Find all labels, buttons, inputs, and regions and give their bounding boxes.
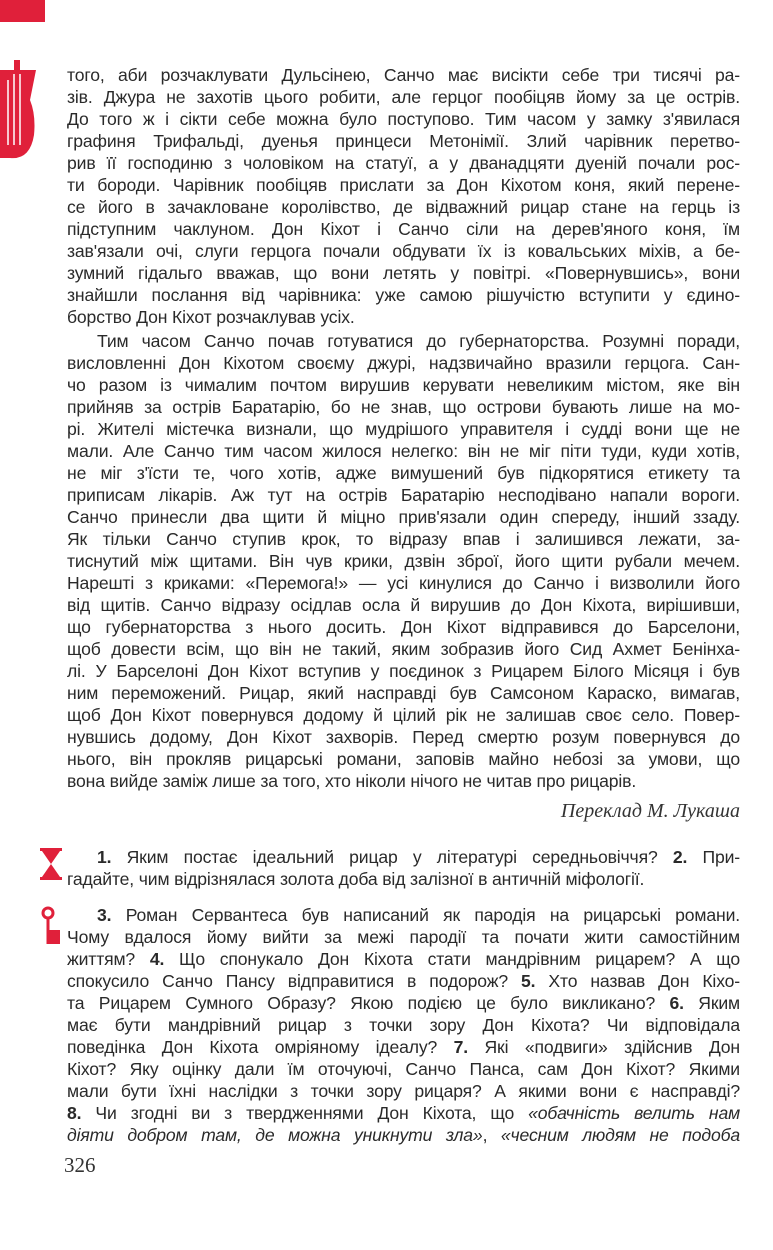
question-line — [67, 992, 740, 1014]
text-line: рив її господиню з чоловіком на статуї, а у дванадцяти дуеній почали рос- — [67, 153, 740, 173]
text-line: зав'язали очі, слуги герцога почали обдувати їх із ковальських міхів, а бе- — [67, 241, 740, 261]
question-line — [67, 1102, 740, 1124]
question-line — [67, 970, 740, 992]
question-text: та Рицарем Сумного Образу? Якою подією це було викликано? — [67, 993, 670, 1013]
text-line: висловленні Дон Кіхотом своєму джурі, надзвичайно вразили герцога. Сан- — [67, 353, 740, 373]
hourglass-icon — [40, 848, 62, 880]
question-text: життям? — [67, 949, 150, 969]
question-text: , — [482, 1125, 501, 1145]
translation-attribution: Переклад М. Лукаша — [560, 800, 740, 822]
question-number: 1. — [97, 847, 112, 867]
question-number: 3. — [97, 905, 112, 925]
question-text: Кіхот? Яку оцінку дали їм оточуючі, Санчо Панса, сам Дон Кіхот? Якими — [67, 1059, 740, 1079]
text-line: щоб довести всім, що він не такий, яким зобразив його Сид Ахмет Бенінха- — [67, 639, 740, 659]
question-text: мали бути їхні наслідки з точки зору рицаря? А якими вони є насправді? — [67, 1081, 740, 1101]
question-line — [67, 1058, 740, 1080]
question-text: Чи згодні ви з твердженнями Дон Кіхота, що — [81, 1103, 529, 1123]
question-line — [67, 1014, 740, 1036]
text-line: ти бороди. Чарівник пообіцяв прислати за Дон Кіхотом коня, який перене- — [67, 175, 740, 195]
text-line: що губернаторства з нього досить. Дон Кіхот відправився до Барселони, — [67, 617, 740, 637]
text-line: зумний гідальго вважав, що вони летять у повітрі. «Повернувшись», вони — [67, 263, 740, 283]
text-line: борство Дон Кіхот розчаклував усіх. — [67, 307, 355, 327]
question-line — [67, 926, 740, 948]
text-line: Тим часом Санчо почав готуватися до губернаторства. Розумні поради, — [97, 331, 740, 351]
question-text: діяти добром там, де можна уникнути зла» — [67, 1125, 483, 1145]
text-line: ним переможений. Рицар, який насправді був Самсоном Караско, вимагав, — [67, 683, 740, 703]
question-text: Роман Сервантеса був написаний як пародія на рицарські романи. — [111, 905, 740, 925]
text-line: Як тільки Санчо ступив крок, то відразу впав і залишився лежати, за- — [67, 529, 740, 549]
text-line: знайшли послання від чарівника: уже самою рішучістю вступити у єдино- — [67, 285, 740, 305]
text-line: рі. Жителі містечка визнали, що мудрішого управителя і судді вони ще не — [67, 419, 740, 439]
question-line — [67, 1124, 740, 1146]
text-line: мали. Але Санчо тим часом жилося нелегко: він не міг піти туди, куди хотів, — [67, 441, 740, 461]
text-line: Нарешті з криками: «Перемога!» — усі кинулися до Санчо і визволили його — [67, 573, 740, 593]
story-paragraph-2 — [67, 330, 740, 792]
text-line: се його в зачакловане королівство, де відважний рицар стане на герць із — [67, 197, 740, 217]
question-line — [67, 846, 740, 868]
analysis-questions — [67, 904, 740, 1146]
text-line: нувшись додому, Дон Кіхот захворів. Перед смертю розум повернувся до — [67, 727, 740, 747]
text-line: тиснутий між щитами. Він чув крики, дзвін зброї, його щити рубали мечем. — [67, 551, 740, 571]
question-line — [67, 1080, 740, 1102]
question-text: спокусило Санчо Пансу відправитися в подорож? — [67, 971, 521, 991]
question-text: Яким постає ідеальний рицар у літературі середньовіччя? — [111, 847, 673, 867]
text-line: прийняв за острів Баратарію, бо не знав, що острови бувають лише на мо- — [67, 397, 740, 417]
question-text: «чесним людям не подоба — [500, 1125, 740, 1145]
text-line: того, аби розчаклувати Дульсінею, Санчо має висікти себе три тисячі ра- — [67, 65, 740, 85]
question-line — [67, 868, 740, 890]
question-line — [67, 948, 740, 970]
question-text: Чому вдалося йому вийти за межі пародії та почати жити самостійним — [67, 927, 740, 947]
text-line: від щитів. Санчо відразу осідлав осла й вирушив до Дон Кіхота, вирішивши, — [67, 595, 740, 615]
question-text: має бути мандрівний рицар з точки зору Дон Кіхота? Чи відповідала — [67, 1015, 740, 1035]
text-line: не міг з'їсти те, чого хотів, адже вимушений був підкорятися етикету та — [67, 463, 740, 483]
text-line: підступним чаклуном. Дон Кіхот і Санчо сіли на дерев'яного коня, їм — [67, 219, 740, 239]
text-line: приписам лікарів. Аж тут на острів Баратарію несподівано напали вороги. — [67, 485, 740, 505]
lyre-icon — [0, 60, 36, 160]
question-text: Яким — [683, 993, 740, 1013]
text-line: Санчо принесли два щити й міцно прив'язали один спереду, інший ззаду. — [67, 507, 740, 527]
question-text: гадайте, чим відрізнялася золота доба від залізної в античній міфології. — [67, 869, 645, 889]
text-line: вона вийде заміж лише за того, хто ніколи нічого не читав про рицарів. — [67, 771, 637, 791]
question-text: «обачність велить нам — [528, 1103, 740, 1123]
question-text: Хто назвав Дон Кіхо- — [535, 971, 740, 991]
text-line: зів. Джура не захотів цього робити, але герцог пообіцяв йому за це острів. — [67, 87, 740, 107]
key-icon — [40, 906, 62, 946]
text-line: До того ж і сікти себе можна було поступово. Тим часом у замку з'явилася — [67, 109, 740, 129]
review-questions — [67, 846, 740, 890]
question-number: 6. — [669, 993, 684, 1013]
text-line: щоб Дон Кіхот повернувся додому й цілий рік не залишав своє село. Повер- — [67, 705, 740, 725]
question-text: поведінка Дон Кіхота омріяному ідеалу? — [67, 1037, 454, 1057]
question-text: При- — [687, 847, 740, 867]
question-number: 8. — [67, 1103, 82, 1123]
text-line: чо разом із чималим почтом вирушив керувати невеликим містом, яке він — [67, 375, 740, 395]
question-text: Які «подвиги» здійснив Дон — [468, 1037, 740, 1057]
page-number: 326 — [64, 1153, 96, 1177]
question-number: 5. — [521, 971, 536, 991]
text-line: графиня Трифальді, дуенья принцеси Метонімії. Злий чарівник перетво- — [67, 131, 740, 151]
question-number: 4. — [149, 949, 165, 969]
text-line: лі. У Барселоні Дон Кіхот вступив у поєдинок з Рицарем Білого Місяця і був — [67, 661, 740, 681]
question-number: 2. — [672, 847, 688, 867]
question-line — [67, 1036, 740, 1058]
question-number: 7. — [453, 1037, 469, 1057]
chapter-corner-marker — [0, 0, 45, 22]
question-line — [67, 904, 740, 926]
question-text: Що спонукало Дон Кіхота стати мандрівним рицарем? А що — [164, 949, 740, 969]
text-line: нього, він прокляв рицарські романи, заповів майно небозі за умови, що — [67, 749, 740, 769]
story-paragraph-1 — [67, 64, 740, 328]
